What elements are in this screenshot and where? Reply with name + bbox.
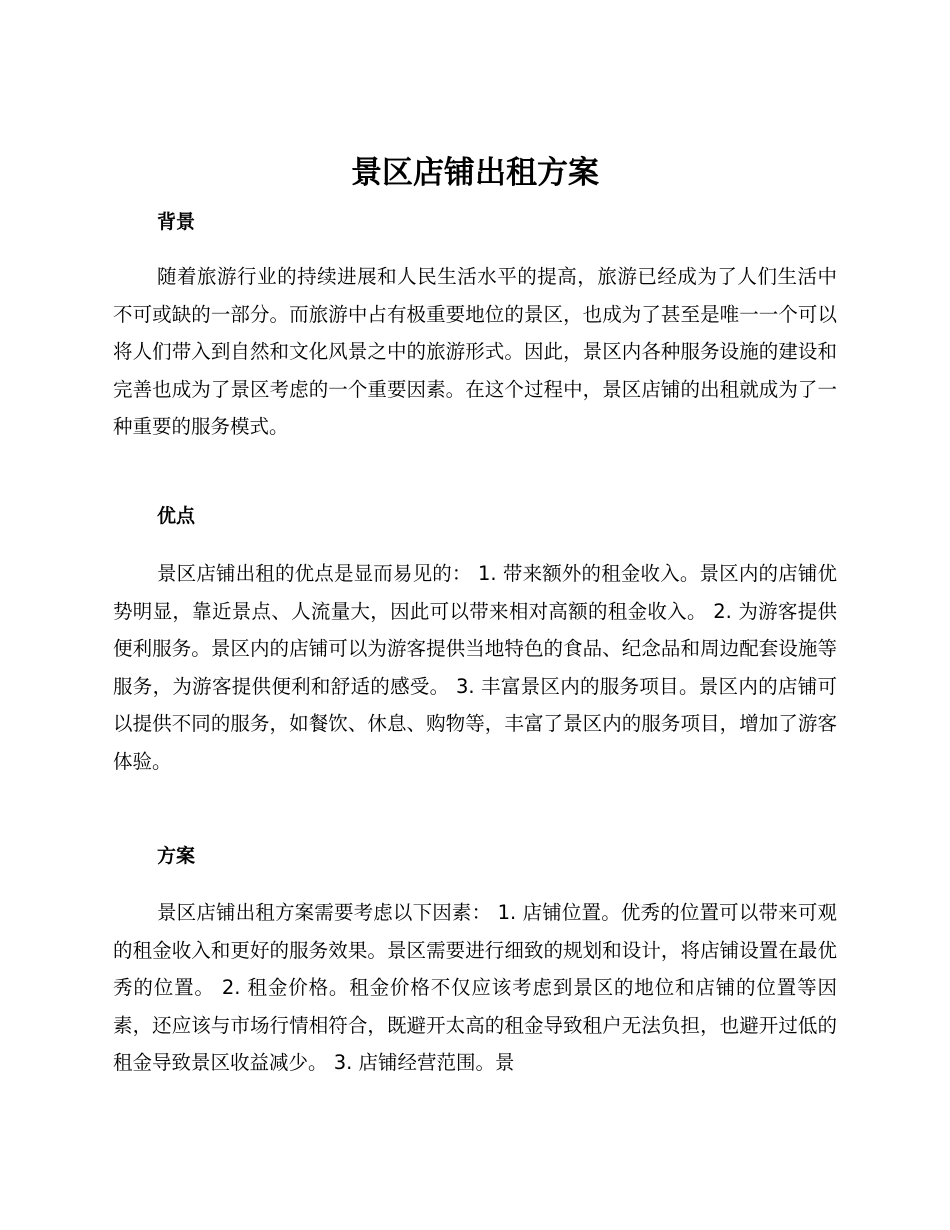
section-heading-advantages: 优点	[157, 505, 196, 527]
section-paragraph-background: 随着旅游行业的持续进展和人民生活水平的提高，旅游已经成为了人们生活中不可或缺的一部分。而旅游中占有极重要地位的景区，也成为了甚至是唯一一个可以将人们带入到自然和文化风景之中的旅游形式。因此，景区内各种服务设施的建设和完善也成为了景区考虑的一个重要因素。在这个过程中，景区店铺的出租就成为了一种重要的服务模式。	[113, 265, 837, 438]
section-heading-plan: 方案	[157, 845, 196, 867]
document-title: 景区店铺出租方案	[351, 155, 599, 191]
section-paragraph-advantages: 景区店铺出租的优点是显而易见的： 1. 带来额外的租金收入。景区内的店铺优势明显，靠近景点、人流量大，因此可以带来相对高额的租金收入。 2. 为游客提供便利服务。景区内的店铺可以为游客提供当地特色的食品、纪念品和周边配套设施等服务，为游客提供便利和舒适的感受。 3. 丰富景区内的服务项目。景区内的店铺可以提供不同的服务，如餐饮、休息、购物等，丰富了景区内的服务项目，增加了游客体验。	[113, 562, 837, 773]
section-paragraph-plan: 景区店铺出租方案需要考虑以下因素： 1. 店铺位置。优秀的位置可以带来可观的租金收入和更好的服务效果。景区需要进行细致的规划和设计，将店铺设置在最优秀的位置。 2. 租金价格。租金价格不仅应该考虑到景区的地位和店铺的位置等因素，还应该与市场行情相符合，既避开太高的租金导致租户无法负担，也避开过低的租金导致景区收益减少。 3. 店铺经营范围。景	[113, 901, 837, 1074]
section-heading-background: 背景	[157, 211, 196, 233]
